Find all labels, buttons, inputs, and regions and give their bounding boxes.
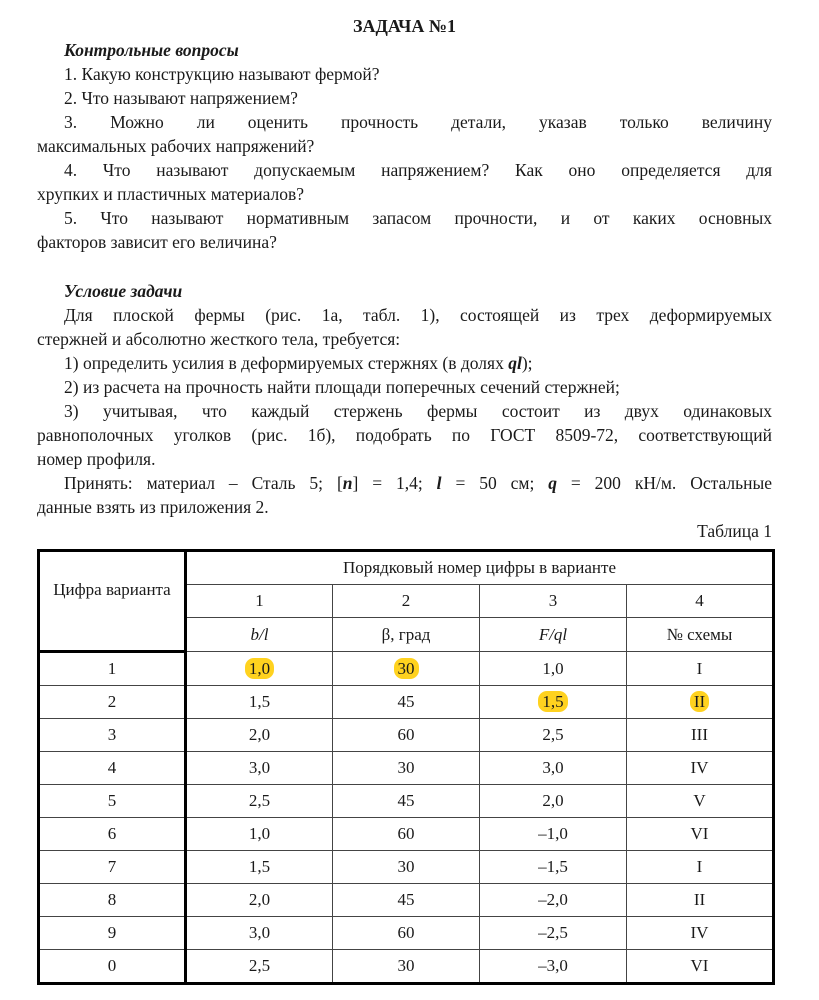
highlight-scheme: II: [690, 691, 709, 712]
table-row: [39, 917, 774, 950]
cell-b-l: 3,0: [186, 917, 333, 950]
table-row: [39, 686, 774, 719]
table-row: [39, 652, 774, 686]
cell-beta: 30: [333, 950, 480, 984]
accept-line1: [37, 471, 772, 495]
control-questions-heading: Контрольные вопросы: [64, 40, 239, 60]
question-5-line2: факторов зависит его величина?: [37, 232, 277, 252]
task-3-line3: номер профиля.: [37, 449, 156, 469]
cell-digit: 9: [39, 917, 186, 950]
question-1: 1. Какую конструкцию называют фермой?: [64, 64, 380, 84]
col-label-f-ql: F/ql: [480, 618, 627, 652]
table-row: [39, 851, 774, 884]
problem-intro-line2: стержней и абсолютно жесткого тела, требуется:: [37, 329, 401, 349]
col-label-scheme: № схемы: [627, 618, 774, 652]
row-header-cell: [39, 551, 186, 652]
cell-scheme: III: [627, 719, 774, 752]
cell-scheme: I: [627, 851, 774, 884]
col-number-2: 2: [333, 585, 480, 618]
task-1: [37, 351, 772, 375]
table-row: [39, 719, 774, 752]
accept-text-2: ] = 1,4;: [352, 473, 437, 493]
cell-f-ql: [480, 686, 627, 719]
cell-scheme: I: [627, 652, 774, 686]
cell-f-ql: –1,5: [480, 851, 627, 884]
highlight-f-ql: 1,5: [538, 691, 567, 712]
cell-beta: [333, 652, 480, 686]
cell-digit: 0: [39, 950, 186, 984]
cell-b-l: 1,5: [186, 851, 333, 884]
table-row: [39, 884, 774, 917]
cell-f-ql: 2,5: [480, 719, 627, 752]
row-header: Цифра варианта: [53, 580, 171, 599]
accept-var-q: q: [548, 473, 557, 493]
question-3-line1: 3. Можно ли оценить прочность детали, указав только величину: [64, 112, 772, 132]
cell-b-l: 1,0: [186, 818, 333, 851]
cell-beta: 45: [333, 884, 480, 917]
cell-f-ql: –1,0: [480, 818, 627, 851]
cell-b-l: 3,0: [186, 752, 333, 785]
col-label-b-l: b/l: [186, 618, 333, 652]
table-row: [39, 950, 774, 984]
question-4-line2: хрупких и пластичных материалов?: [37, 184, 305, 204]
cell-scheme: [627, 686, 774, 719]
accept-var-l: l: [436, 473, 442, 493]
cell-digit: 6: [39, 818, 186, 851]
page-title: ЗАДАЧА №1: [353, 16, 456, 36]
problem-intro-line1: Для плоской фермы (рис. 1а, табл. 1), состоящей из трех деформируемых: [64, 305, 772, 325]
cell-f-ql: 2,0: [480, 785, 627, 818]
question-3-line2: максимальных рабочих напряжений?: [37, 136, 315, 156]
task-2: 2) из расчета на прочность найти площади поперечных сечений стержней;: [64, 377, 620, 397]
cell-scheme: VI: [627, 950, 774, 984]
col-number-4: 4: [627, 585, 774, 618]
cell-digit: 4: [39, 752, 186, 785]
accept-var-n: n: [342, 473, 353, 493]
cell-digit: 1: [39, 652, 186, 686]
cell-scheme: V: [627, 785, 774, 818]
cell-beta: 45: [333, 686, 480, 719]
cell-digit: 7: [39, 851, 186, 884]
task-3-line1: 3) учитывая, что каждый стержень фермы состоит из двух одинаковых: [64, 401, 772, 421]
cell-f-ql: –2,5: [480, 917, 627, 950]
task-1-end: );: [521, 353, 533, 373]
question-5-line1: 5. Что называют нормативным запасом прочности, и от каких основных: [64, 208, 772, 228]
task-1-var: ql: [508, 353, 522, 373]
cell-b-l: 2,5: [186, 785, 333, 818]
cell-beta: 60: [333, 917, 480, 950]
col-number-3: 3: [480, 585, 627, 618]
cell-beta: 45: [333, 785, 480, 818]
accept-text-3: = 50 см;: [441, 473, 549, 493]
cell-digit: 5: [39, 785, 186, 818]
question-2: 2. Что называют напряжением?: [64, 88, 298, 108]
table-row: [39, 785, 774, 818]
cell-digit: 8: [39, 884, 186, 917]
cell-b-l: 1,5: [186, 686, 333, 719]
cell-f-ql: –3,0: [480, 950, 627, 984]
table-row: [39, 752, 774, 785]
cell-beta: 60: [333, 719, 480, 752]
cell-scheme: VI: [627, 818, 774, 851]
task-3-line2: равнополочных уголков (рис. 1б), подобрать по ГОСТ 8509-72, соответствующий: [37, 425, 772, 445]
col-number-1: 1: [186, 585, 333, 618]
accept-line2: данные взять из приложения 2.: [37, 497, 269, 517]
accept-text-4: = 200 кН/м. Остальные: [557, 473, 772, 493]
group-header: Порядковый номер цифры в варианте: [186, 551, 774, 585]
cell-scheme: IV: [627, 752, 774, 785]
cell-scheme: IV: [627, 917, 774, 950]
accept-text-1: Принять: материал – Сталь 5; [: [64, 473, 343, 493]
cell-f-ql: 3,0: [480, 752, 627, 785]
cell-f-ql: 1,0: [480, 652, 627, 686]
variant-table: [37, 549, 775, 985]
problem-heading: Условие задачи: [64, 281, 183, 301]
highlight-beta: 30: [394, 658, 419, 679]
highlight-b-l: 1,0: [245, 658, 274, 679]
cell-digit: 3: [39, 719, 186, 752]
cell-f-ql: –2,0: [480, 884, 627, 917]
task-1-text: 1) определить усилия в деформируемых стержнях (в долях: [64, 353, 509, 373]
question-4-line1: 4. Что называют допускаемым напряжением? Как оно определяется для: [64, 160, 772, 180]
cell-digit: 2: [39, 686, 186, 719]
cell-b-l: [186, 652, 333, 686]
table-caption: Таблица 1: [697, 521, 772, 541]
cell-b-l: 2,0: [186, 719, 333, 752]
cell-scheme: II: [627, 884, 774, 917]
cell-b-l: 2,5: [186, 950, 333, 984]
col-label-beta: β, град: [333, 618, 480, 652]
cell-beta: 60: [333, 818, 480, 851]
cell-beta: 30: [333, 851, 480, 884]
table-row: [39, 818, 774, 851]
cell-b-l: 2,0: [186, 884, 333, 917]
cell-beta: 30: [333, 752, 480, 785]
